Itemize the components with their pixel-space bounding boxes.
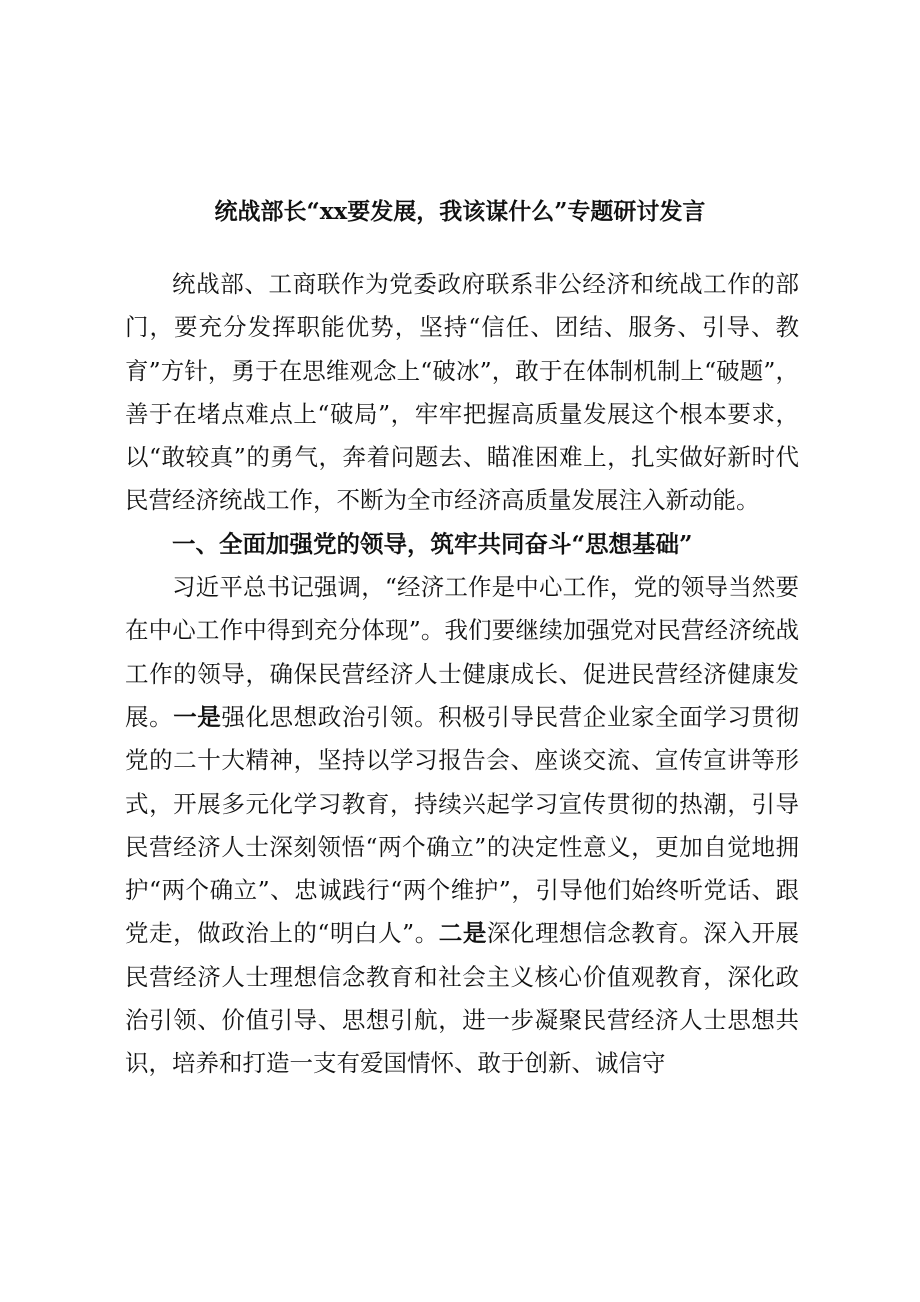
document-title: 统战部长“xx要发展，我该谋什么”专题研讨发言 (214, 198, 706, 225)
document-body (125, 263, 799, 1086)
point-label-second: 二是 (438, 919, 487, 948)
intro-paragraph: 统战部、工商联作为党委政府联系非公经济和统战工作的部门，要充分发挥职能优势，坚持“信任、团结、服务、引导、教育”方针，勇于在思维观念上“破冰”，敢于在体制机制上“破题”，善于在堵点难点上“破局”，牢牢把握高质量发展这个根本要求，以“敢较真”的勇气，奔着问题去、瞄准困难上，扎实做好新时代民营经济统战工作，不断为全市经济高质量发展注入新动能。 (125, 270, 799, 515)
section-paragraph (125, 566, 799, 1086)
paragraph-text: 强化思想政治引领。积极引导民营企业家全面学习贯彻党的二十大精神，坚持以学习报告会、座谈交流、宣传宣讲等形式，开展多元化学习教育，持续兴起学习宣传贯彻的热潮，引导民营经济人士深刻领悟“两个确立”的决定性意义，更加自觉地拥护“两个确立”、忠诚践行“两个维护”，引导他们始终听党话、跟党走，做政治上的“明白人”。 (125, 702, 800, 948)
point-label-first: 一是 (173, 702, 222, 731)
section-heading: 一、全面加强党的领导，筑牢共同奋斗“思想基础” (172, 529, 693, 558)
paragraph-text: 深化理想信念教育。深入开展民营经济人士理想信念教育和社会主义核心价值观教育，深化政治引领、价值引导、思想引航，进一步凝聚民营经济人士思想共识，培养和打造一支有爱国情怀、敢于创新、诚信守 (125, 919, 800, 1078)
paragraph-text: 习近平总书记强调，“经济工作是中心工作，党的领导当然要在中心工作中得到充分体现”。我们要继续加强党对民营经济统战工作的领导，确保民营经济人士健康成长、促进民营经济健康发展。 (125, 573, 799, 731)
